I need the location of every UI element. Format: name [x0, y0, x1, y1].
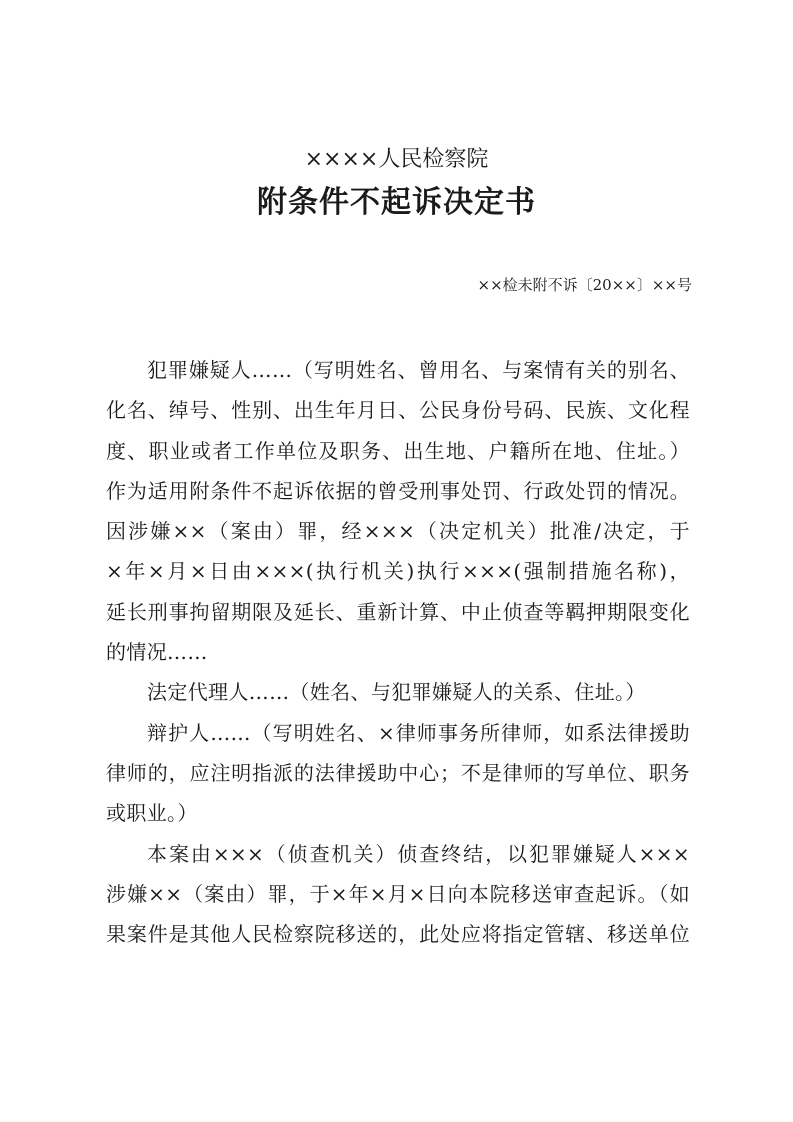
paragraph-line: 化名、绰号、性别、出生年月日、公民身份号码、民族、文化程 — [106, 398, 690, 423]
paragraph-line: 因涉嫌××（案由）罪，经×××（决定机关）批准/决定，于 — [106, 519, 690, 544]
paragraph-line: 律师的，应注明指派的法律援助中心；不是律师的写单位、职务 — [106, 760, 690, 785]
document-title: 附条件不起诉决定书 — [257, 185, 536, 220]
paragraph-line: 或职业。） — [106, 801, 198, 826]
paragraph-line: 辩护人……（写明姓名、×律师事务所律师，如系法律援助 — [147, 720, 690, 745]
organization-name: ××××人民检察院 — [304, 147, 489, 172]
defender-paragraph — [106, 713, 690, 834]
paragraph-line: 作为适用附条件不起诉依据的曾受刑事处罚、行政处罚的情况。 — [106, 478, 690, 503]
paragraph-line: 的情况…… — [106, 640, 208, 665]
legal-representative-paragraph — [106, 672, 690, 712]
paragraph-line: 涉嫌××（案由）罪，于×年×月×日向本院移送审查起诉。（如 — [106, 881, 690, 906]
paragraph-line: 本案由×××（侦查机关）侦查终结，以犯罪嫌疑人××× — [147, 841, 690, 866]
suspect-paragraph — [106, 350, 690, 672]
paragraph-line: 犯罪嫌疑人……（写明姓名、曾用名、与案情有关的别名、 — [147, 358, 690, 382]
paragraph-line: 度、职业或者工作单位及职务、出生地、户籍所在地、住址。） — [106, 438, 690, 463]
paragraph-line: 延长刑事拘留期限及延长、重新计算、中止侦查等羁押期限变化 — [106, 599, 690, 624]
paragraph-line: 法定代理人……（姓名、与犯罪嫌疑人的关系、住址。） — [147, 680, 646, 705]
paragraph-line: 果案件是其他人民检察院移送的，此处应将指定管辖、移送单位 — [106, 922, 690, 947]
paragraph-line: ×年×月×日由×××(执行机关)执行×××(强制措施名称)， — [106, 559, 690, 584]
document-body — [106, 350, 690, 954]
document-number: ××检未附不诉〔20××〕××号 — [477, 276, 692, 294]
case-transfer-paragraph — [106, 834, 690, 955]
